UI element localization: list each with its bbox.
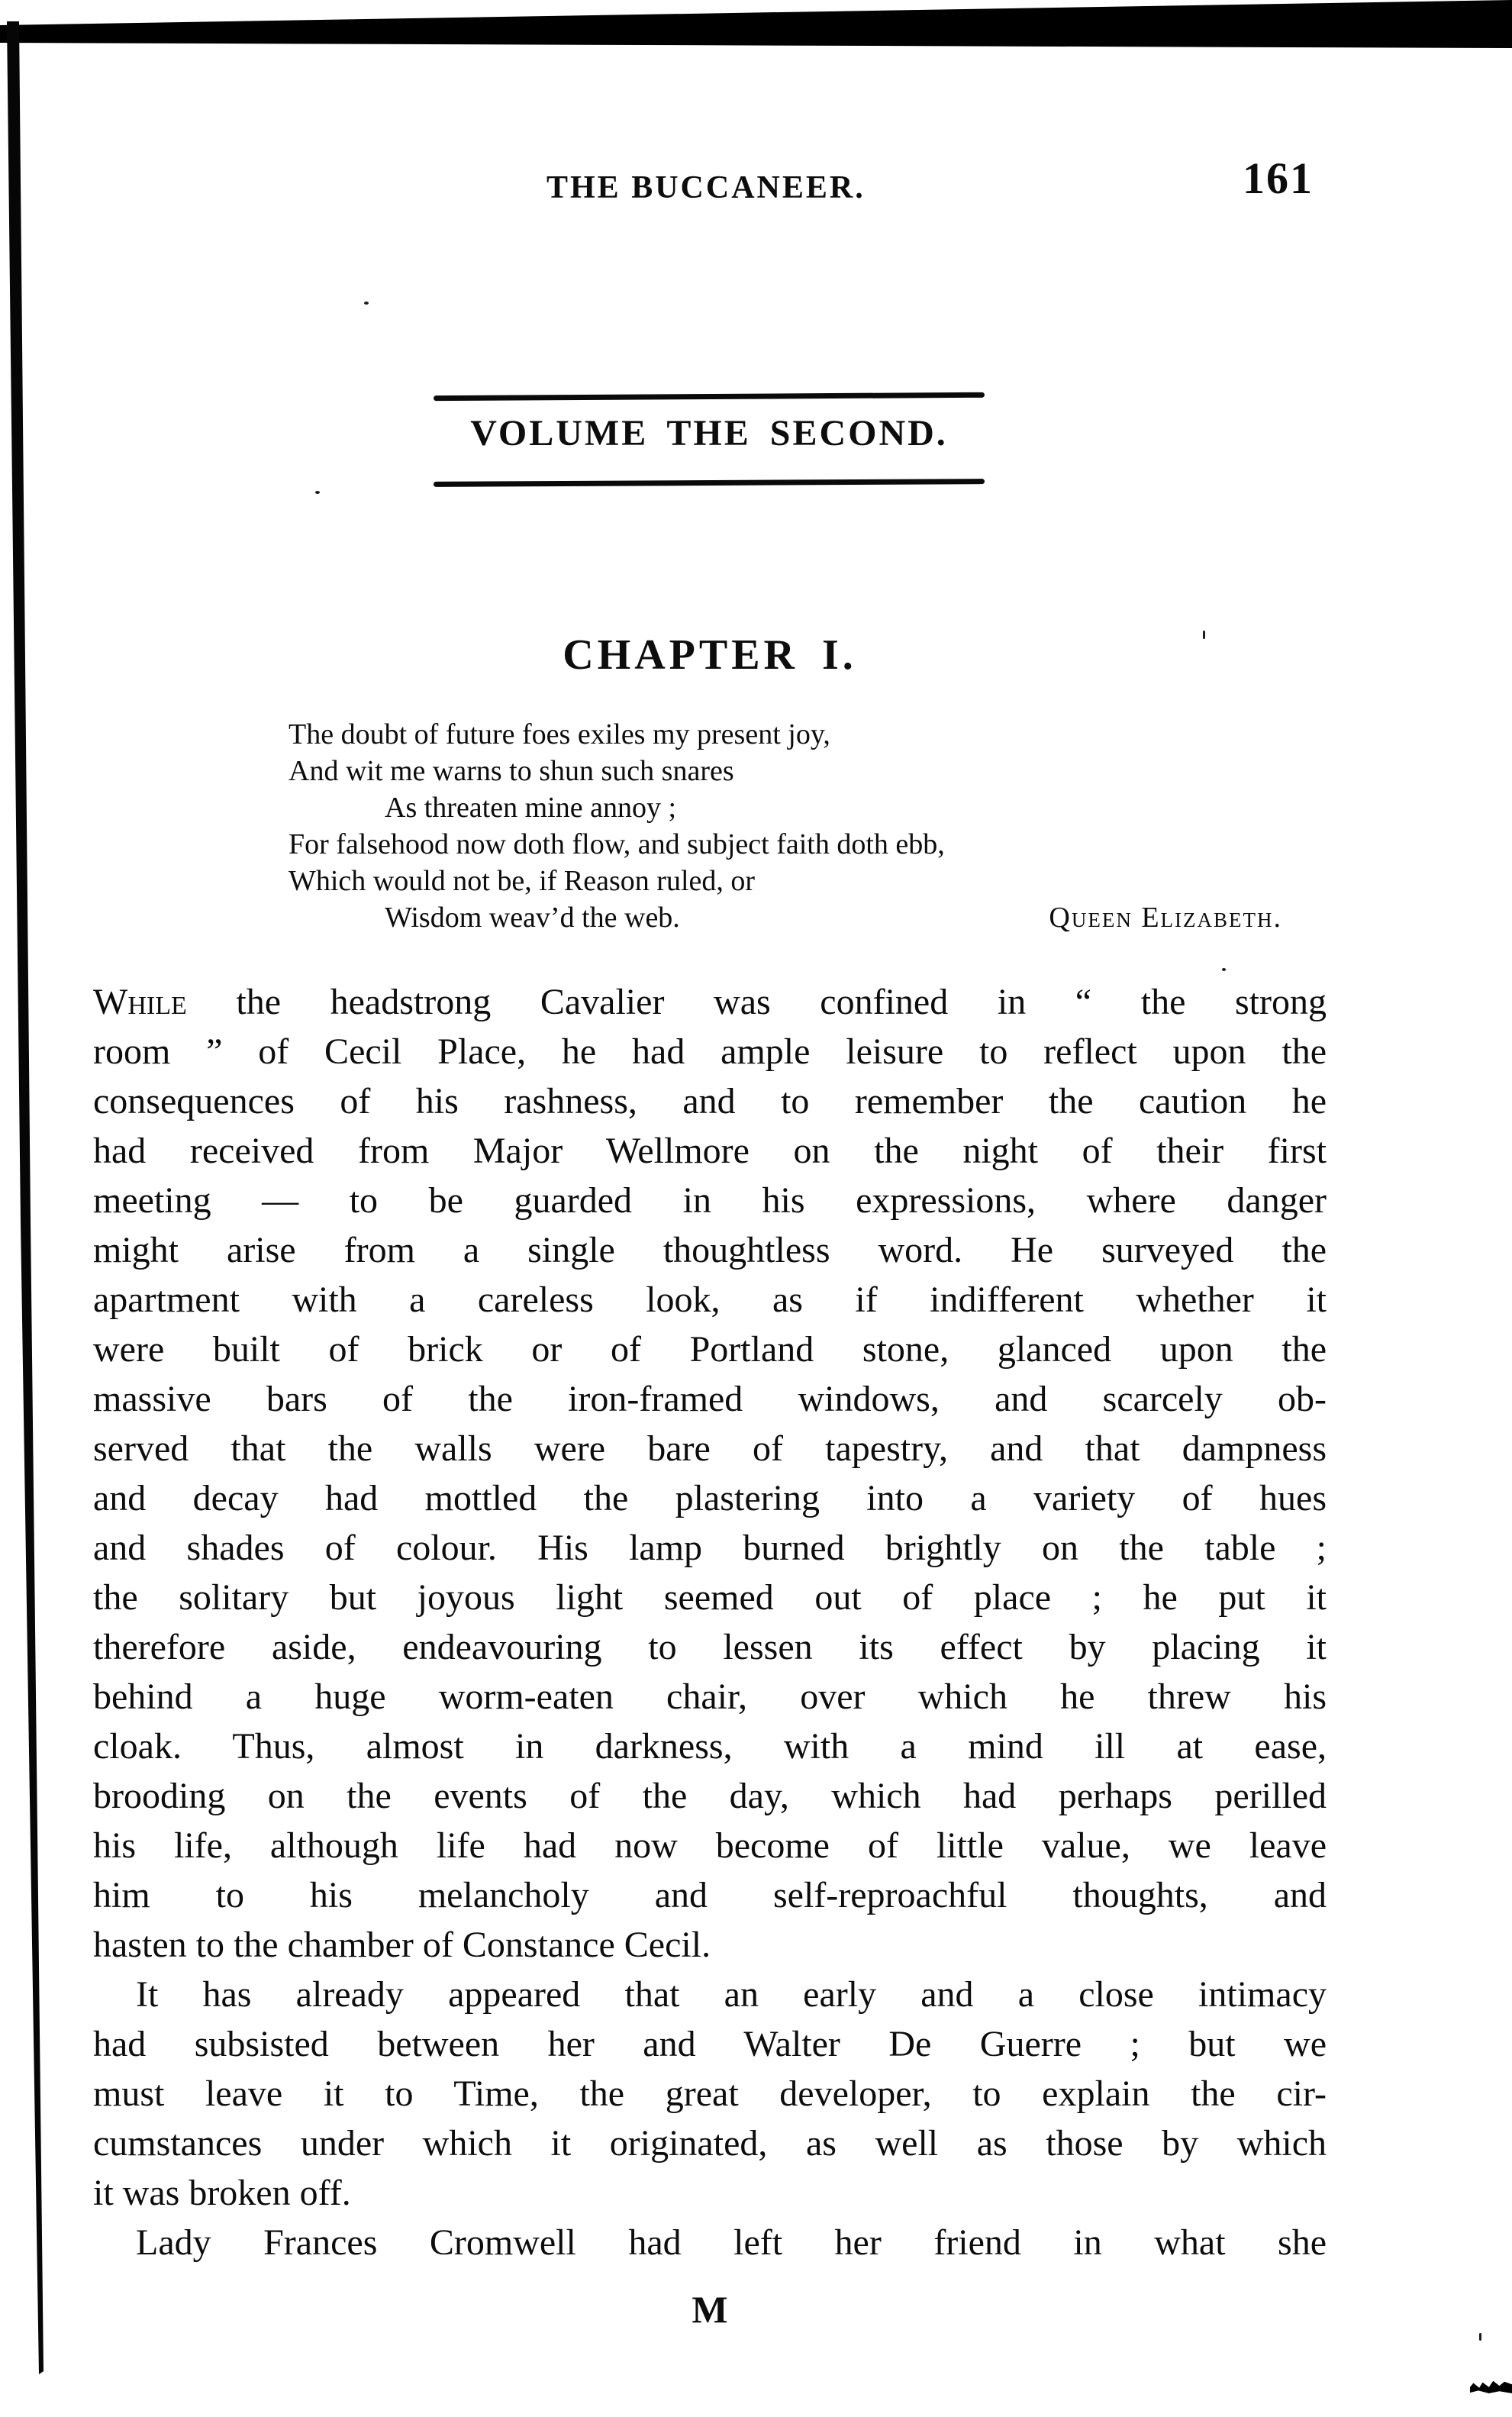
epigraph-line xyxy=(289,863,1282,899)
signature-mark: M xyxy=(692,2288,728,2331)
chapter-heading: CHAPTER I. xyxy=(563,631,857,679)
epigraph-line-text: Which would not be, if Reason ruled, or xyxy=(289,865,756,897)
body-line: must leave it to Time, the great developer, to explain the cir- xyxy=(93,2073,1327,2114)
scan-speck-artifact xyxy=(315,491,320,494)
body-line: room ” of Cecil Place, he had ample leisure to reflect upon the xyxy=(93,1031,1327,1072)
body-line: massive bars of the iron-framed windows, and scarcely ob- xyxy=(93,1379,1327,1419)
epigraph-line-text: The doubt of future foes exiles my present joy, xyxy=(289,718,830,750)
body-line: meeting — to be guarded in his expressions, where danger xyxy=(93,1180,1327,1221)
epigraph-line-text: Wisdom weav’d the web. xyxy=(385,902,680,934)
body-line: While the headstrong Cavalier was confined in “ the strong xyxy=(93,982,1327,1022)
body-line: and shades of colour. His lamp burned brightly on the table ; xyxy=(93,1528,1327,1568)
epigraph-line-text: For falsehood now doth flow, and subject faith doth ebb, xyxy=(289,828,945,860)
scan-speck-artifact xyxy=(1479,2333,1481,2341)
epigraph-line-text: And wit me warns to shun such snares xyxy=(289,755,734,787)
running-title: THE BUCCANEER. xyxy=(546,170,866,205)
body-line: Lady Frances Cromwell had left her friend in what she xyxy=(136,2222,1327,2263)
epigraph-line xyxy=(289,753,1282,789)
scan-speck-artifact xyxy=(1203,631,1205,639)
scan-gutter-line-artifact xyxy=(0,21,53,2403)
body-line: had received from Major Wellmore on the night of their first xyxy=(93,1131,1327,1171)
page-number: 161 xyxy=(1243,153,1314,203)
body-line: consequences of his rashness, and to remember the caution he xyxy=(93,1081,1327,1121)
lead-capital: W xyxy=(93,982,128,1022)
body-line: It has already appeared that an early and a close intimacy xyxy=(136,1974,1327,2015)
scan-speck-artifact xyxy=(364,302,369,305)
epigraph-line xyxy=(289,826,1282,863)
body-line: cumstances under which it originated, as well as those by which xyxy=(93,2123,1327,2164)
scan-smudge-artifact xyxy=(1470,2380,1512,2393)
volume-rule-top xyxy=(434,392,985,401)
body-line: served that the walls were bare of tapestry, and that dampness xyxy=(93,1428,1327,1469)
body-line: it was broken off. xyxy=(93,2173,351,2213)
body-line: therefore aside, endeavouring to lessen its effect by placing it xyxy=(93,1627,1327,1667)
volume-rule-bottom xyxy=(434,479,985,487)
body-line: and decay had mottled the plastering into a variety of hues xyxy=(93,1478,1327,1518)
body-line: his life, although life had now become of little value, we leave xyxy=(93,1825,1327,1866)
body-line: apartment with a careless look, as if indifferent whether it xyxy=(93,1279,1327,1320)
body-line: brooding on the events of the day, which had perhaps perilled xyxy=(93,1776,1327,1816)
body-line: behind a huge worm-eaten chair, over which he threw his xyxy=(93,1676,1327,1717)
body-line: were built of brick or of Portland stone, glanced upon the xyxy=(93,1329,1327,1370)
epigraph-attribution: Queen Elizabeth. xyxy=(1049,902,1282,934)
body-line: the solitary but joyous light seemed out of place ; he put it xyxy=(93,1577,1327,1618)
scan-top-edge-artifact xyxy=(0,0,1512,53)
body-line: had subsisted between her and Walter De Guerre ; but we xyxy=(93,2024,1327,2064)
volume-heading: VOLUME THE SECOND. xyxy=(470,413,948,453)
body-line: him to his melancholy and self-reproachful thoughts, and xyxy=(93,1875,1327,1915)
body-line: cloak. Thus, almost in darkness, with a mind ill at ease, xyxy=(93,1726,1327,1767)
body-text xyxy=(93,977,1327,2267)
epigraph-line xyxy=(289,899,1282,936)
scan-speck-artifact xyxy=(1222,968,1226,971)
epigraph-line xyxy=(289,789,1282,826)
body-line: might arise from a single thoughtless word. He surveyed the xyxy=(93,1230,1327,1270)
epigraph-line xyxy=(289,716,1282,753)
small-caps-text: hile xyxy=(127,982,187,1022)
epigraph-line-text: As threaten mine annoy ; xyxy=(385,792,677,824)
epigraph xyxy=(289,716,1282,936)
body-line: hasten to the chamber of Constance Cecil. xyxy=(93,1925,711,1965)
